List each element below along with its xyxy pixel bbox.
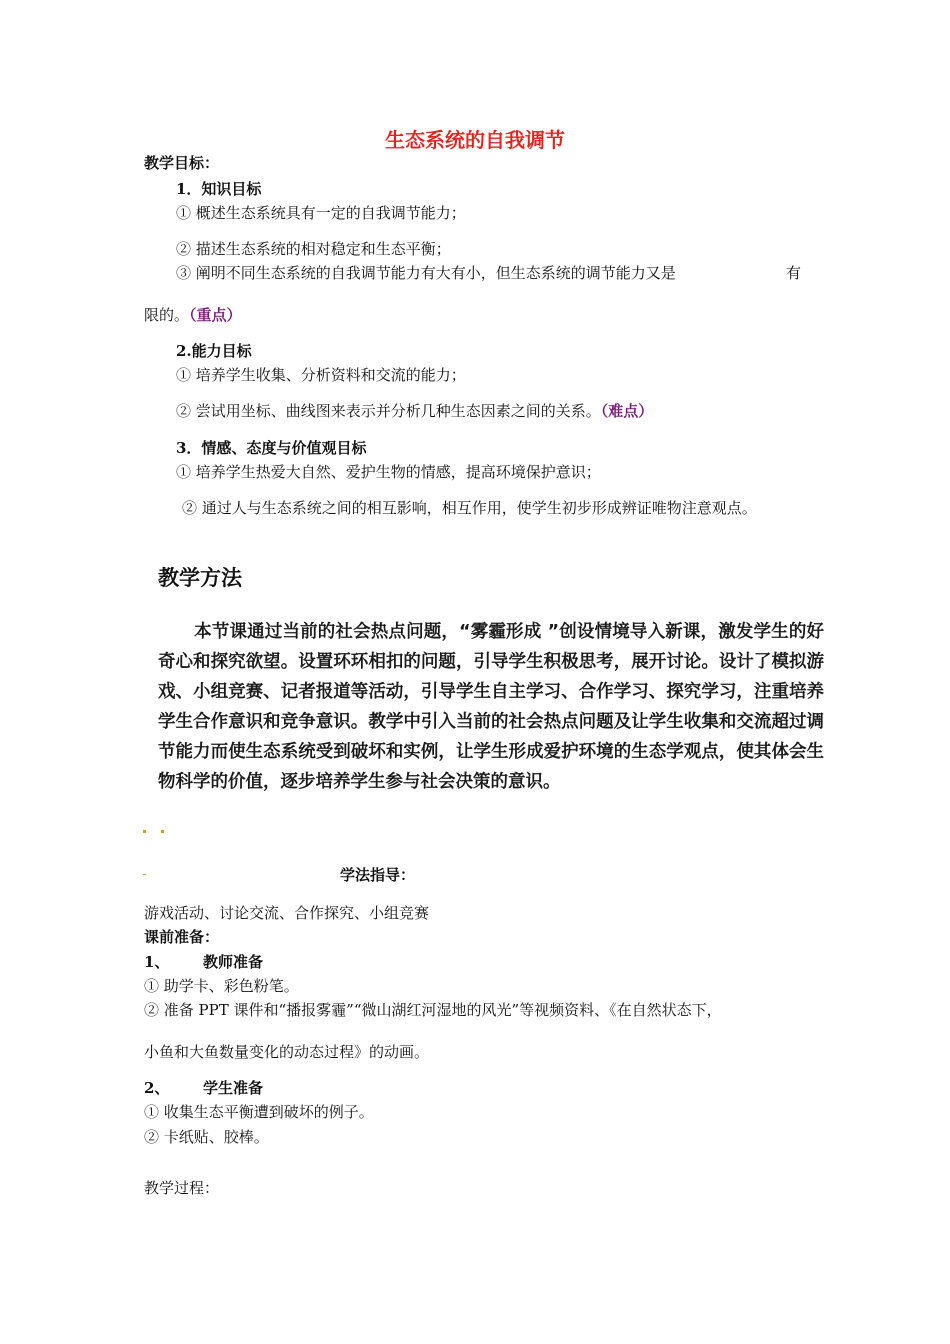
knowledge-item-3: ③ 阐明不同生态系统的自我调节能力有大有小，但生态系统的调节能力又是 — [176, 264, 676, 282]
emotion-item-2: ② 通过人与生态系统之间的相互影响，相互作用，使学生初步形成辨证唯物注意观点。 — [182, 499, 757, 517]
methods-paragraph — [158, 617, 824, 797]
methods-paragraph-text: 本节课通过当前的社会热点问题，“雾霾形成 ”创设情境导入新课，激发学生的好奇心和探究欲望。设置环环相扣的问题，引导学生积极思考，展开讨论。设计了模拟游戏、小组竞赛、记者报道等活动，引导学生自主学习、合作学习、探究学习，注重培养学生合作意识和竞争意识。教学中引入当前的社会热点问题及让学生收集和交流超过调节能力而使生态系统受到破坏和实例，让学生形成爱护环境的生态学观点，使其体会生物科学的价值，逐步培养学生参与社会决策的意识。 — [158, 622, 824, 792]
study-guidance-content: 游戏活动、讨论交流、合作探究、小组竞赛 — [144, 904, 430, 922]
knowledge-item-1: ① 概述生态系统具有一定的自我调节能力； — [176, 204, 466, 222]
knowledge-item-3-continuation — [144, 304, 242, 325]
knowledge-item-3-cont-text: 限的。 — [144, 306, 190, 324]
study-guidance-heading: 学法指导： — [340, 866, 416, 884]
emotion-item-1: ① 培养学生热爱大自然、爱护生物的情感，提高环境保护意识； — [176, 463, 601, 481]
teacher-prep-label: 教师准备 — [203, 953, 264, 971]
knowledge-item-3-tail: 有 — [786, 264, 802, 282]
knowledge-heading: 1．知识目标 — [176, 180, 262, 198]
ability-item-2-text: ② 尝试用坐标、曲线图来表示并分析几种生态因素之间的关系。 — [176, 402, 601, 420]
teacher-prep-item-1: ① 助学卡、彩色粉笔。 — [144, 977, 299, 995]
page-title: 生态系统的自我调节 — [385, 128, 565, 152]
decorative-dash — [143, 874, 146, 875]
teacher-prep-item-2-continuation: 小鱼和大鱼数量变化的动态过程》的动画。 — [144, 1043, 430, 1061]
knowledge-item-2: ② 描述生态系统的相对稳定和生态平衡； — [176, 240, 451, 258]
teacher-prep-number: 1、 — [144, 953, 170, 971]
ability-item-2 — [176, 400, 653, 421]
student-prep-label: 学生准备 — [203, 1079, 264, 1097]
objectives-heading: 教学目标： — [144, 154, 220, 172]
prep-heading: 课前准备： — [144, 928, 220, 946]
difficult-point-mark: （难点） — [600, 402, 654, 420]
teacher-prep-item-2: ② 准备 PPT 课件和“播报雾霾”“微山湖红河湿地的风光”等视频资料、《在自然状态下， — [144, 1001, 722, 1019]
ability-heading: 2.能力目标 — [176, 342, 252, 360]
decorative-dot — [161, 830, 164, 833]
methods-heading: 教学方法 — [158, 565, 242, 590]
decorative-dot — [143, 830, 146, 833]
ability-item-1: ① 培养学生收集、分析资料和交流的能力； — [176, 366, 466, 384]
student-prep-item-1: ① 收集生态平衡遭到破坏的例子。 — [144, 1103, 374, 1121]
process-heading: 教学过程： — [144, 1179, 220, 1197]
key-point-mark: （重点） — [189, 306, 242, 324]
student-prep-item-2: ② 卡纸贴、胶棒。 — [144, 1128, 269, 1146]
student-prep-number: 2、 — [144, 1079, 170, 1097]
emotion-heading: 3．情感、态度与价值观目标 — [176, 439, 367, 457]
